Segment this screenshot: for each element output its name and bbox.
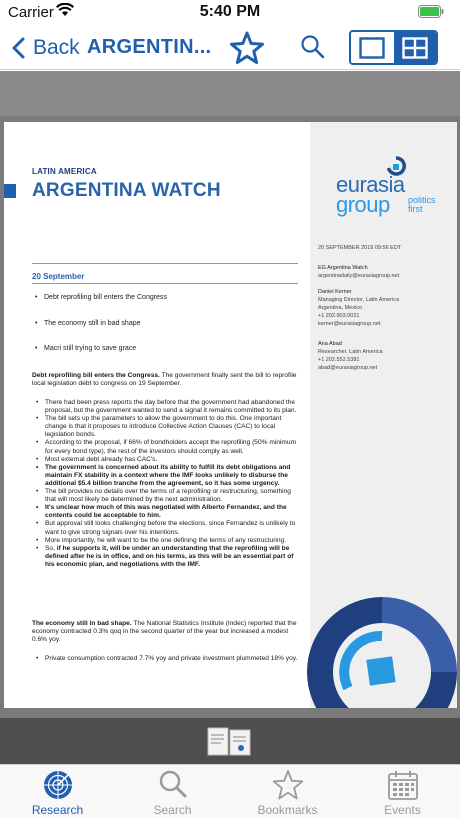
report-timestamp: 20 SEPTEMBER 2019 09:56 EDT bbox=[318, 245, 402, 251]
star-icon bbox=[272, 769, 304, 801]
logo-tagline-1: politics bbox=[408, 195, 436, 205]
date-heading: 20 September bbox=[32, 272, 85, 281]
logo-tagline bbox=[408, 196, 436, 214]
tab-research[interactable] bbox=[0, 765, 115, 818]
logo-word-2: group bbox=[336, 192, 390, 217]
carrier-label: Carrier bbox=[8, 4, 54, 21]
back-button[interactable] bbox=[12, 32, 80, 64]
summary-item: • The economy still in bad shape bbox=[44, 320, 141, 327]
document-title: ARGENTINA WATCH bbox=[32, 180, 221, 201]
bullet-item: • But approval still looks challenging before the elections, since Fernandez is unlikely to want to give strong signals over his intentions. bbox=[32, 520, 298, 536]
grid-view-button[interactable] bbox=[394, 32, 437, 63]
section-1-bullets bbox=[32, 399, 298, 569]
section-2-bullets bbox=[32, 655, 298, 663]
summary-item: • Debt reprofiling bill enters the Congress bbox=[44, 294, 167, 301]
logo-watermark bbox=[304, 592, 457, 708]
bullet-item: • Private consumption contracted 7.7% yoy and private investment plummeted 18% yoy. bbox=[32, 655, 298, 663]
section-2-lead bbox=[32, 620, 298, 644]
view-mode-toggle bbox=[349, 30, 438, 65]
author-name: Daniel Kerner bbox=[318, 289, 352, 295]
tab-search[interactable] bbox=[115, 765, 230, 818]
document-page[interactable] bbox=[4, 122, 457, 708]
calendar-icon bbox=[387, 769, 419, 801]
bullet-item: • Most external debt already has CAC's. bbox=[32, 456, 298, 464]
tab-events[interactable] bbox=[345, 765, 460, 818]
product-name: EG Argentina Watch bbox=[318, 265, 368, 271]
summary-item: • Macri still trying to save grace bbox=[44, 345, 136, 352]
bullet-item bbox=[32, 545, 298, 569]
tab-label: Events bbox=[384, 803, 421, 817]
grid-icon bbox=[402, 37, 428, 59]
bullet-prefix: So, bbox=[45, 544, 57, 552]
title-marker bbox=[4, 184, 16, 198]
author-role: Researcher, Latin America bbox=[318, 349, 383, 355]
bullet-item: • According to the proposal, if 66% of bondholders accept the reprofiling (50% minimum for every bond type), the rest of the investors should comply as well. bbox=[32, 439, 298, 455]
bullet-item: • The bill provides no details over the terms of a reprofiling or restructuring, something that will most likely be determined by the next administration. bbox=[32, 488, 298, 504]
search-icon[interactable] bbox=[300, 34, 326, 60]
radar-icon bbox=[42, 769, 74, 801]
bullet-item: • The government is concerned about its ability to fulfill its debt obligations and maintain FX stability in a context where the IMF looks unlikely to disburse the additional $5.4 billion tranche from the agreement, so it has some urgency. bbox=[32, 464, 298, 488]
author-card bbox=[318, 288, 453, 328]
tab-label: Bookmarks bbox=[257, 803, 318, 817]
author-name: Ana Abad bbox=[318, 341, 342, 347]
single-page-view-button[interactable] bbox=[351, 32, 394, 63]
product-email[interactable]: argentinadaily@eurasiagroup.net bbox=[318, 273, 400, 279]
single-page-icon bbox=[359, 37, 385, 59]
status-time: 5:40 PM bbox=[199, 3, 261, 20]
nav-title: ARGENTIN... bbox=[87, 36, 212, 58]
region-label: LATIN AMERICA bbox=[32, 167, 97, 176]
back-label: Back bbox=[33, 36, 80, 59]
section-1-heading: Debt reprofiling bill enters the Congress. bbox=[32, 372, 160, 379]
document-viewer[interactable] bbox=[0, 71, 460, 718]
tab-bar bbox=[0, 764, 460, 818]
divider bbox=[32, 263, 298, 264]
chevron-left-icon bbox=[12, 37, 25, 59]
bullet-bold: if he supports it, will be under an understanding that the reprofiling will be defined after he is in office, and on his terms, as this will be an essential part of his economic plan, and negotiations with the IMF. bbox=[45, 544, 294, 568]
author-email[interactable]: abad@eurasiagroup.net bbox=[318, 365, 378, 371]
author-email[interactable]: kerner@eurasiagroup.net bbox=[318, 321, 381, 327]
author-location: Argentina, Mexico bbox=[318, 305, 363, 311]
bullet-item: • There had been press reports the day before that the government had abandoned the proposal, but the government wanted to send a signal it remains committed to its plan. bbox=[32, 399, 298, 415]
author-phone[interactable]: +1 202.552.5381 bbox=[318, 357, 360, 363]
viewer-top-band bbox=[0, 71, 460, 116]
bullet-item: • More importantly, he will want to be the one defining the terms of any restructuring. bbox=[32, 537, 298, 545]
section-1-lead-text: The government finally sent the bill to reprofile local legislation debt to congress on 19 September. bbox=[32, 372, 297, 388]
logo-tagline-2: first bbox=[408, 204, 423, 214]
product-info bbox=[318, 264, 453, 280]
tab-label: Research bbox=[31, 803, 84, 817]
tab-label: Search bbox=[153, 803, 192, 817]
status-bar bbox=[0, 0, 460, 26]
page-thumbnail-strip bbox=[0, 718, 460, 764]
bullet-item: • The bill sets up the parameters to allow the government to do this. One important change is that it proposes to introduce Collective Action Clauses (CAC) to local legislation bonds. bbox=[32, 415, 298, 439]
divider bbox=[32, 283, 298, 284]
section-2-heading: The economy still in bad shape. bbox=[32, 620, 132, 627]
bookmark-star-icon[interactable] bbox=[230, 31, 264, 65]
section-2-lead-text: The National Statistics Institute (Indec) reported that the economy contracted 0.3% qoq in the second quarter of the year but increased a modest 0.6% yoy. bbox=[32, 620, 297, 644]
bullet-item: • It's unclear how much of this was negotiated with Alberto Fernandez, and the contents could be acceptable to him. bbox=[32, 504, 298, 520]
tab-bookmarks[interactable] bbox=[230, 765, 345, 818]
search-icon bbox=[158, 769, 188, 799]
battery-icon bbox=[418, 5, 444, 18]
navigation-bar bbox=[0, 26, 460, 70]
page-thumbnail-icon[interactable] bbox=[207, 725, 251, 757]
section-1-lead bbox=[32, 372, 298, 388]
author-role: Managing Director, Latin America bbox=[318, 297, 400, 303]
author-card bbox=[318, 340, 453, 372]
eurasia-group-logo bbox=[334, 156, 444, 220]
logo-word-1: eurasia bbox=[336, 172, 405, 197]
author-phone[interactable]: +1 202.903.0021 bbox=[318, 313, 360, 319]
